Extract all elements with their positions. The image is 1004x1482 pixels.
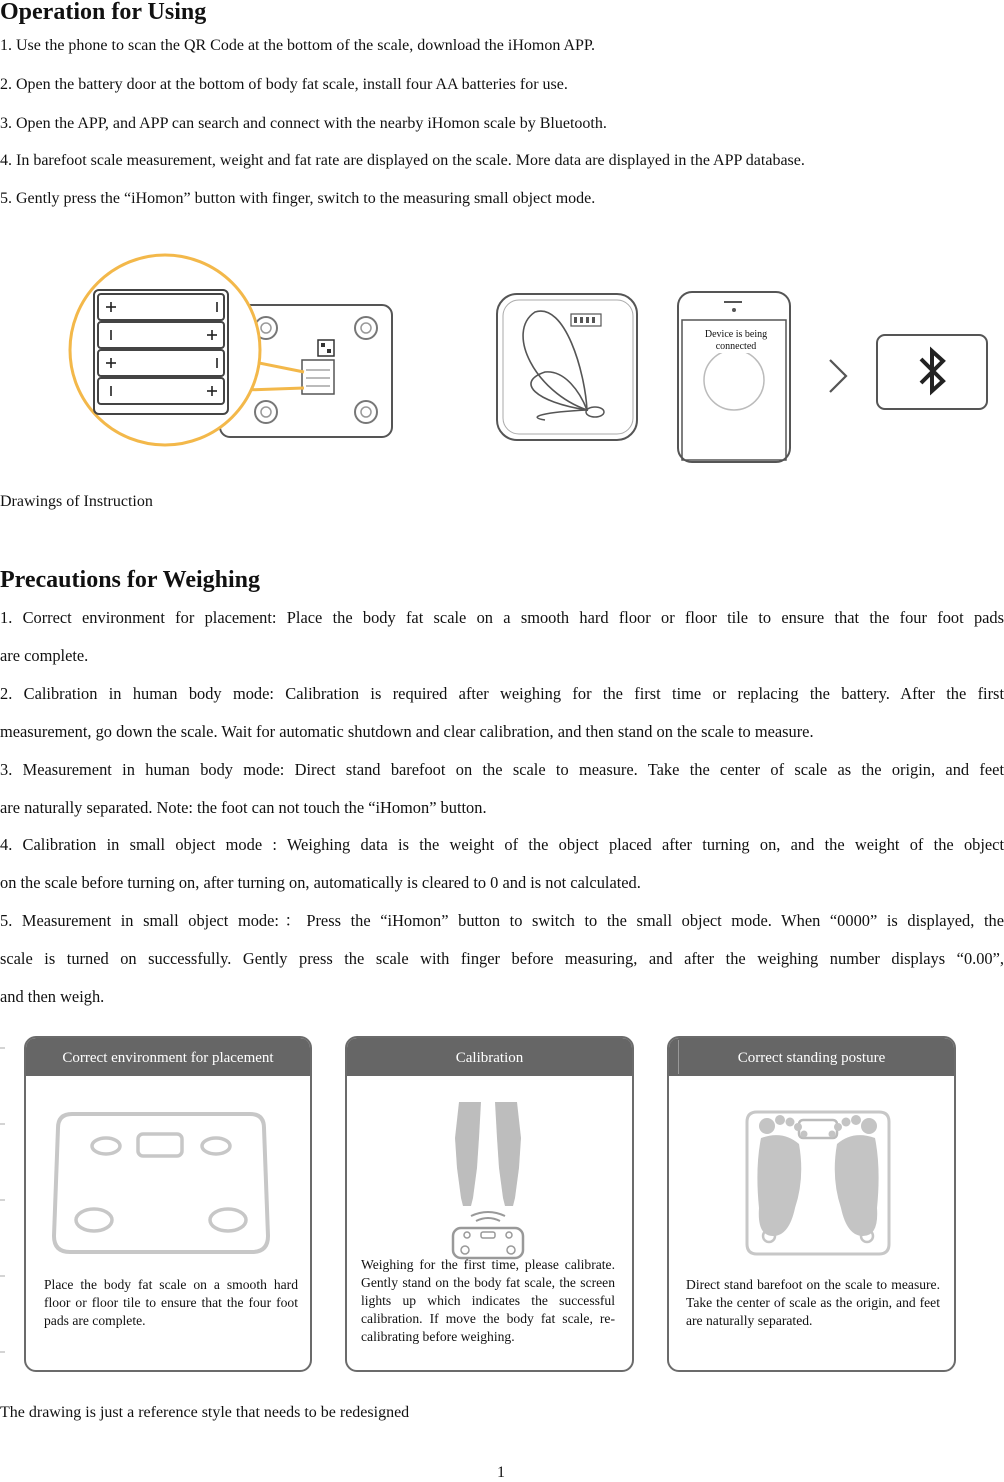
card-title: Calibration <box>347 1038 632 1076</box>
card-title: Correct environment for placement <box>26 1038 310 1076</box>
card-title: Correct standing posture <box>669 1038 954 1076</box>
precaution-item: 1. Correct environment for placement: Place the body fat scale on a smooth hard floor or floor tile to ensure that the four foot pads are complete. <box>0 608 1004 665</box>
phone-icon <box>676 290 792 440</box>
feet-on-scale-icon <box>743 1108 893 1258</box>
operation-step: 2. Open the battery door at the bottom of body fat scale, install four AA batteries for use. <box>0 76 568 93</box>
chevron-right-icon <box>826 356 850 396</box>
margin-ticks <box>0 1040 6 1380</box>
operation-step: 3. Open the APP, and APP can search and connect with the nearby iHomon scale by Bluetooth. <box>0 115 607 132</box>
legs-on-scale-icon <box>443 1098 533 1258</box>
card-description: Place the body fat scale on a smooth hard floor or floor tile to ensure that the four foot pads are complete. <box>44 1277 298 1328</box>
card-placement <box>24 1036 312 1372</box>
operation-step: 1. Use the phone to scan the QR Code at the bottom of the scale, download the iHomon APP. <box>0 37 596 54</box>
precaution-item: 5. Measurement in small object mode:：Press the “iHomon” button to switch to the small object mode. When “0000” is displayed, the scale is turned on successfully. Gently press the scale with finger before measuring, and after the weighing number displays “0.00”, and then weigh. <box>0 911 1004 1006</box>
bluetooth-icon <box>875 333 989 411</box>
scale-top-icon <box>52 1106 270 1256</box>
scale-display-icon <box>495 292 623 442</box>
battery-compartment-icon <box>70 250 400 445</box>
precaution-item: 4. Calibration in small object mode : Weighing data is the weight of the object placed after turning on, and the weight of the object on the scale before turning on, after turning on, automatically is cleared to 0 and is not calculated. <box>0 835 1004 892</box>
section-title-precautions: Precautions for Weighing <box>0 567 261 593</box>
precaution-item: 3. Measurement in human body mode: Direct stand barefoot on the scale to measure. Take the center of scale as the origin, and feet are naturally separated. Note: the foot can not touch the “iHomon” button. <box>0 760 1004 817</box>
card-description: Weighing for the first time, please calibrate. Gently stand on the body fat scale, the screen lights up which indicates the successful calibration. If move the body fat scale, re-calibrating before weighing. <box>361 1257 615 1344</box>
operation-step: 4. In barefoot scale measurement, weight and fat rate are displayed on the scale. More data are displayed in the APP database. <box>0 152 805 169</box>
card-description: Direct stand barefoot on the scale to measure. Take the center of scale as the origin, and feet are naturally separated. <box>686 1277 940 1328</box>
card-calibration <box>345 1036 634 1372</box>
page-number: 1 <box>497 1464 505 1481</box>
divider <box>678 1040 679 1074</box>
card-posture <box>667 1036 956 1372</box>
phone-status-text: connected <box>715 341 757 352</box>
phone-status-text: Device is being <box>704 329 768 340</box>
redesign-note: The drawing is just a reference style that needs to be redesigned <box>0 1404 410 1421</box>
operation-step: 5. Gently press the “iHomon” button with finger, switch to the measuring small object mode. <box>0 190 596 207</box>
precaution-item: 2. Calibration in human body mode: Calibration is required after weighing for the first time or replacing the battery. After the first measurement, go down the scale. Wait for automatic shutdown and clear calibration, and then stand on the scale to measure. <box>0 684 1004 741</box>
drawings-caption: Drawings of Instruction <box>0 493 153 510</box>
section-title-operation: Operation for Using <box>0 0 207 25</box>
